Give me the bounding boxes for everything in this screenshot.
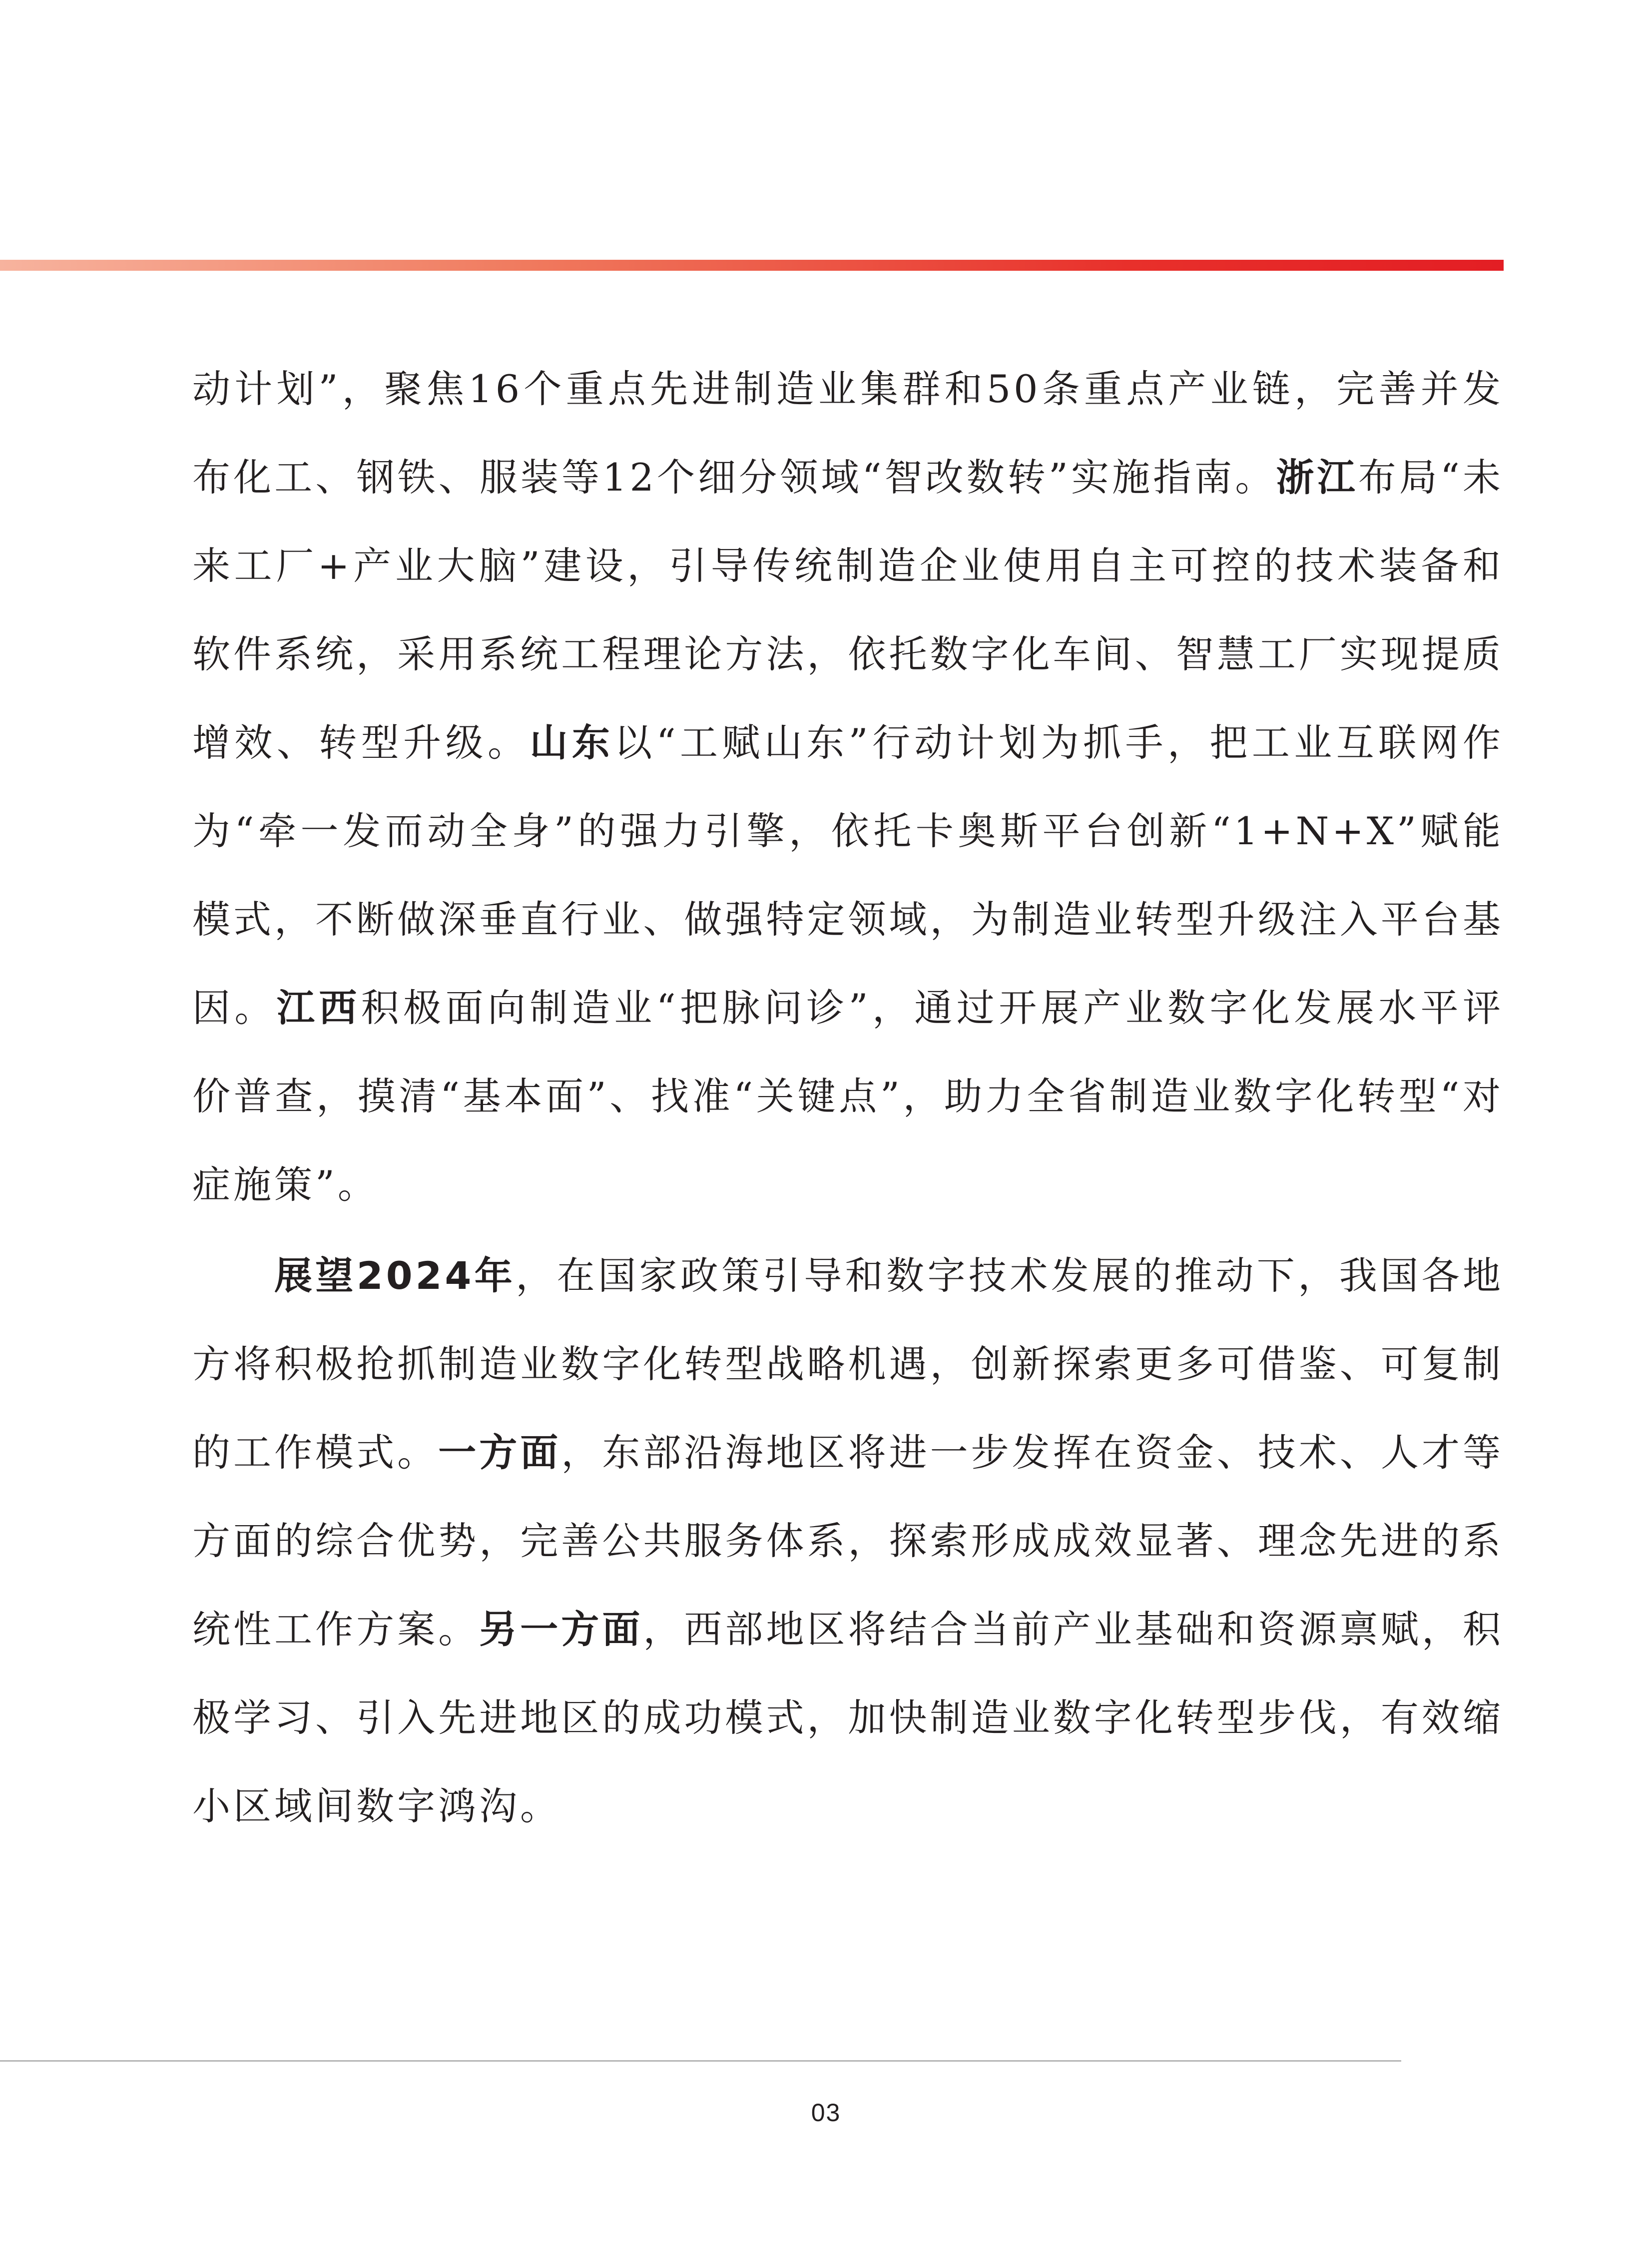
text-segment: ，西部地区将结合当前产业基础和资源禀赋，积极学习、引入先进地区的成功模式，加快制造业数字化转型步伐，有效缩小区域间数字鸿沟。 — [192, 1607, 1504, 1828]
highlight-jiangxi: 江西 — [276, 986, 361, 1030]
highlight-zhejiang: 浙江 — [1276, 455, 1358, 500]
text-segment: 布局“未来工厂+产业大脑”建设，引导传统制造企业使用自主可控的技术装备和软件系统，采用系统工程理论方法，依托数字化车间、智慧工厂实现提质增效、转型升级。 — [192, 455, 1504, 765]
paragraph-outlook-2024 — [192, 1231, 1504, 1850]
text-segment: 积极面向制造业“把脉问诊”，通过开展产业数字化发展水平评价普查，摸清“基本面”、找准“关键点”，助力全省制造业数字化转型“对症施策”。 — [192, 986, 1504, 1207]
text-segment: ，在国家政策引导和数字技术发展的推动下，我国各地方将积极抢抓制造业数字化转型战略机遇，创新探索更多可借鉴、可复制的工作模式。 — [192, 1253, 1504, 1475]
text-segment: 动计划”，聚焦16个重点先进制造业集群和50条重点产业链，完善并发布化工、钢铁、服装等12个细分领域“智改数转”实施指南。 — [192, 367, 1504, 500]
highlight-on-the-other-hand: 另一方面 — [479, 1607, 643, 1652]
highlight-shandong: 山东 — [530, 720, 614, 765]
body-text — [192, 345, 1504, 1850]
text-segment: ，东部沿海地区将进一步发挥在资金、技术、人才等方面的综合优势，完善公共服务体系，探索形成成效显著、理念先进的系统性工作方案。 — [192, 1430, 1504, 1652]
text-segment: 以“工赋山东”行动计划为抓手，把工业互联网作为“牵一发而动全身”的强力引擎，依托卡奥斯平台创新“1+N+X”赋能模式，不断做深垂直行业、做强特定领域，为制造业转型升级注入平台基因。 — [192, 720, 1504, 1030]
paragraph-regional-practices — [192, 345, 1504, 1229]
highlight-outlook: 展望2024年 — [274, 1253, 516, 1298]
header-accent-rule — [0, 260, 1504, 271]
footer-divider — [0, 2060, 1401, 2062]
page-number: 03 — [811, 2099, 841, 2127]
highlight-on-one-hand: 一方面 — [438, 1430, 561, 1475]
